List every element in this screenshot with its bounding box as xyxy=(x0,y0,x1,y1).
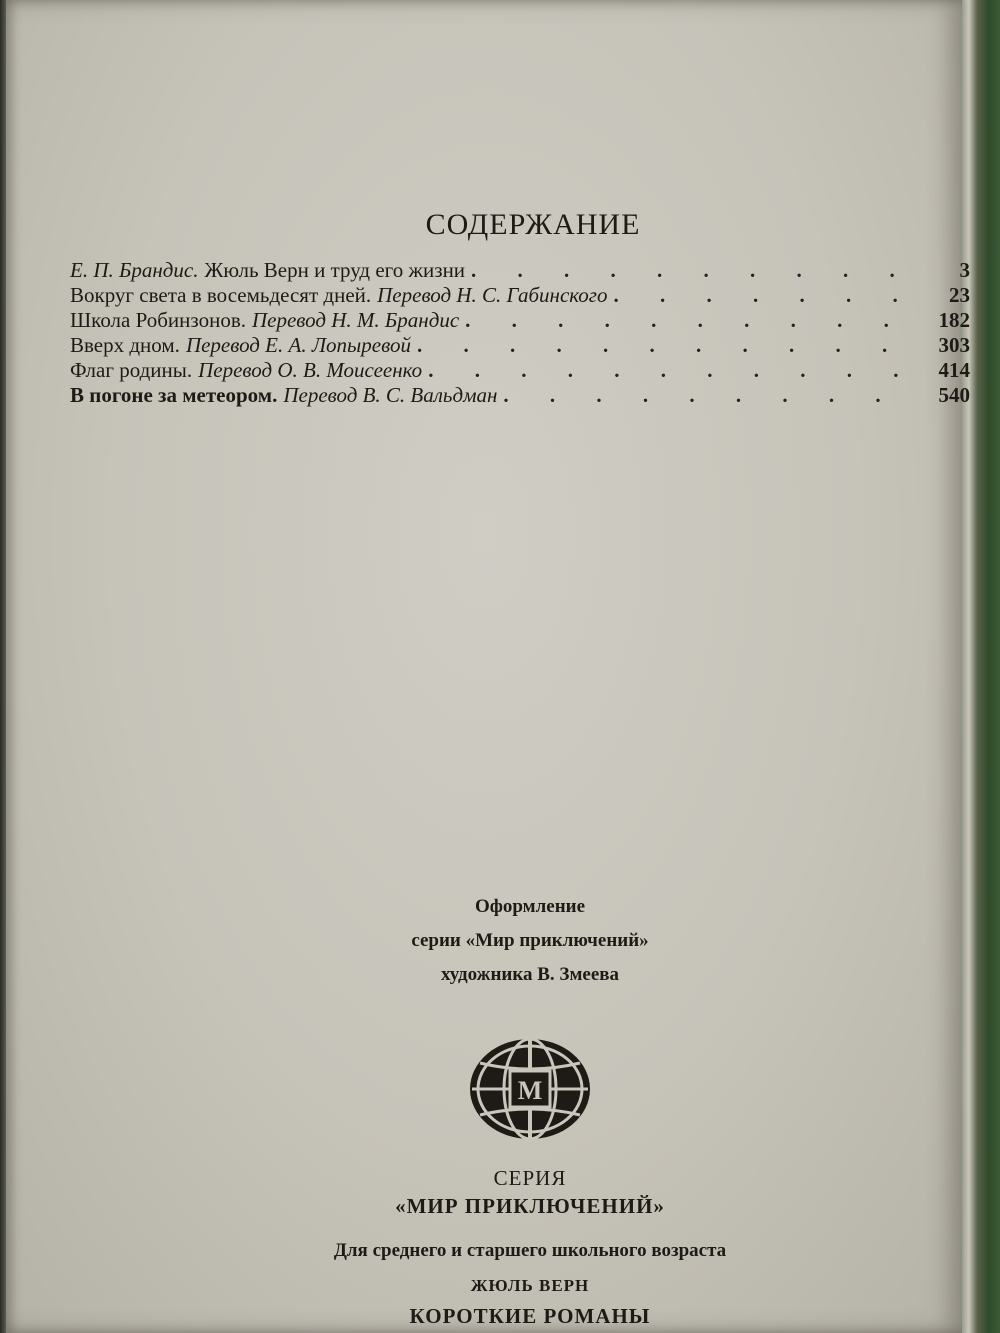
toc-leader-dots xyxy=(465,308,920,333)
audience-note: Для среднего и старшего школьного возраста xyxy=(333,1240,727,1261)
contents-title: СОДЕРЖАНИЕ xyxy=(425,208,641,241)
toc-leader-dots xyxy=(471,258,920,283)
toc-entry-translator: Перевод Е. А. Лопыревой xyxy=(185,333,411,357)
toc-entry-title: Вверх дном. xyxy=(70,333,180,357)
toc-leader-dots xyxy=(614,283,921,308)
design-credit-line3: художника В. Змеева xyxy=(440,964,620,985)
series-label: СЕРИЯ xyxy=(493,1166,567,1190)
series-name: «МИР ПРИКЛЮЧЕНИЙ» xyxy=(395,1194,665,1218)
toc-entry-translator: Перевод В. С. Вальдман xyxy=(283,383,498,407)
toc-entry-title: Жюль Верн и труд его жизни xyxy=(204,258,466,282)
toc-entry-translator: Перевод Н. С. Габинского xyxy=(377,283,608,307)
toc-leader-dots xyxy=(428,358,920,383)
toc-entry xyxy=(70,258,970,283)
toc-entry-translator: Перевод О. В. Моисеенко xyxy=(198,358,423,382)
toc-entry xyxy=(70,358,970,383)
toc-entry xyxy=(70,333,970,358)
globe-logo-icon xyxy=(466,1035,594,1143)
toc-entry xyxy=(70,383,970,408)
toc-entry-page: 182 xyxy=(938,308,970,332)
design-credit-line1: Оформление xyxy=(474,896,586,917)
toc-entry-title: Вокруг света в восемьдесят дней. xyxy=(70,283,372,307)
page-edge xyxy=(962,0,1000,1333)
toc-entry-page: 23 xyxy=(949,283,970,307)
toc-entry-page: 414 xyxy=(938,358,970,382)
toc-entry xyxy=(70,308,970,333)
book-author: ЖЮЛЬ ВЕРН xyxy=(470,1276,590,1295)
toc-entry-author: Е. П. Брандис. xyxy=(70,258,199,282)
toc-leader-dots xyxy=(503,383,920,408)
toc-entry-title: Школа Робинзонов. xyxy=(70,308,246,332)
toc-entry-page: 3 xyxy=(959,258,970,282)
toc-entry-page: 540 xyxy=(938,383,970,407)
logo-letter: М xyxy=(517,1076,543,1105)
toc-entry-translator: Перевод Н. М. Брандис xyxy=(252,308,460,332)
book-title: КОРОТКИЕ РОМАНЫ xyxy=(409,1304,651,1328)
toc-entry xyxy=(70,283,970,308)
toc-entry-page: 303 xyxy=(938,333,970,357)
table-of-contents xyxy=(70,258,970,408)
toc-entry-title: В погоне за метеором. xyxy=(70,383,278,407)
design-credit-line2: серии «Мир приключений» xyxy=(411,930,649,951)
toc-entry-title: Флаг родины. xyxy=(70,358,193,382)
toc-leader-dots xyxy=(417,333,920,358)
